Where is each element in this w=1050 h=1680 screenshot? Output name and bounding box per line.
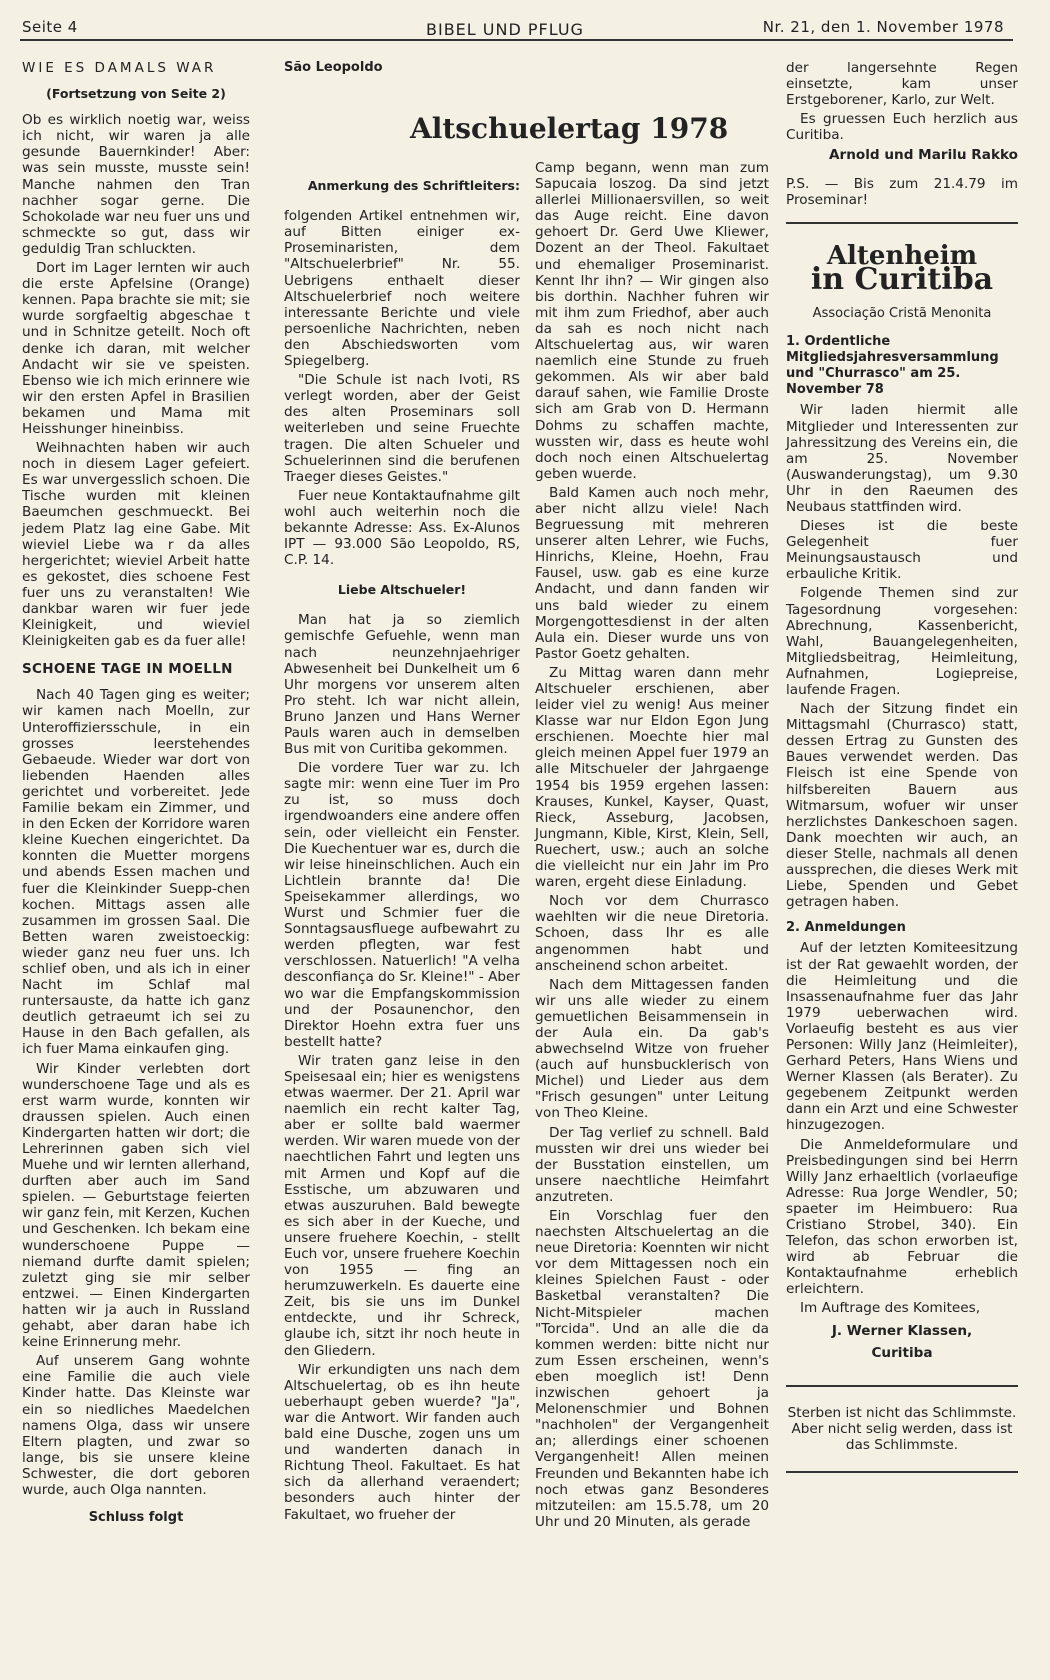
greeting-heading: Liebe Altschueler! (337, 582, 467, 598)
paragraph: Auf unserem Gang wohnte eine Familie die auch viele Kinder hatte. Das Kleinste war ein so niedliches Maedelchen namens Olga, dass wir unsere Eltern plagten, und zwar so lange, bis sie unsere kleine Schwester, die dort geboren wurde, auch Olga nannten. (22, 1353, 250, 1498)
paragraph: Zu Mittag waren dann mehr Altschueler erschienen, aber leider viel zu wenig! Aus meiner Klasse war nur Eldon Egon Jung erschienen. Moechte hier mal gleich meinen Appel fuer 1979 an alle Mitschueler der Jahrgaenge 1954 bis 1959 ergehen lassen: Krauses, Kunkel, Kayser, Quast, Rieck, Asseburg, Jacobsen, Jungmann, Kible, Kirst, Klein, Sell, Ruechert, usw.; auch an solche die vielleicht nur ein Jahr im Pro waren, ergeht diese Einladung. (535, 664, 769, 891)
paragraph: Auf der letzten Komiteesitzung ist der Rat gewaehlt worden, der die Heimleitung und die Insassenaufnahme fuer das Jahr 1979 ueberwachen wird. Vorlaeufig besteht es aus vier Personen: Willy Janz (Heimleiter), Gerhard Peters, Hans Wiens und Werner Klassen (als Berater). Zu gegebenem Zeitpunkt werden dann ein Arzt und eine Schwester hinzugezogen. (786, 940, 1018, 1134)
paragraph: Es gruessen Euch herzlich aus Curitiba. (786, 111, 1018, 144)
paragraph: Dieses ist die beste Gelegenheit fuer Meinungsaustausch und erbauliche Kritik. (786, 518, 1018, 583)
editor-note-heading: Anmerkung des Schriftleiters: (307, 178, 520, 194)
divider (786, 222, 1018, 224)
paragraph: Nach 40 Tagen ging es weiter; wir kamen nach Moelln, zur Unteroffiziersschule, in ein grosses leerstehendes Gebaeude. Wieder war dort von liebenden Haenden alles gerichtet und vorbereitet. Jede Familie bekam ein Zimmer, und in den Ecken der Korridore waren kleine Kuechen eingerichtet. Da konnten die Muetter morgens und abends Essen machen und fuer die Kleinkinder Suepp-chen kochen. Mittags assen alle zusammen im grossen Saal. Die Betten waren zweistoeckig: wieder ganz neu fuer uns. Ich schlief oben, und als ich in einer Nacht im Schlaf mal runtersauste, da hatte ich ganz deutlich getraeumt ich sei zu Hause in den Bach gefallen, als ich fuer Mama einkaufen ging. (22, 687, 250, 1058)
column-3 (535, 160, 769, 1533)
page-number: Seite 4 (22, 18, 78, 36)
column-1 (22, 60, 250, 1526)
dateline: São Leopoldo (284, 60, 383, 75)
paragraph: Man hat ja so ziemlich gemischfe Gefuehle, wenn man nach neunzehnjaehriger Abwesenheit bei Dunkelheit um 6 Uhr morgens vor unserem alten Pro steht. Ich war nicht allein, Bruno Janzen und Hans Werner Pauls waren auch in demselben Bus mit von Curitiba gekommen. (284, 612, 520, 758)
paragraph: Weihnachten haben wir auch noch in diesem Lager gefeiert. Es war unvergesslich schoen. Die Tische wurden mit kleinen Baeumchen geschmueckt. Bei jedem Platz lag eine Gabe. Mit wieviel Liebe wa r da alles hergerichtet; wieviel Arbeit hatte es gekostet, dies schoene Fest fuer uns zu veranstalten! Wie dankbar waren wir fuer jede Kleinigkeit, und wieviel Kleinigkeiten gab es da fuer alle! (22, 440, 250, 650)
paragraph: Wir laden hiermit alle Mitglieder und Interessenten zur Jahressitzung des Vereins ein, die am 25. November (Auswanderungstag), um 9.30 Uhr in den Raeumen des Neubaus stattfinden wird. (786, 402, 1018, 515)
paragraph: Die vordere Tuer war zu. Ich sagte mir: wenn eine Tuer im Pro zu ist, so muss doch irgendwoanders eine andere offen sein, oder vielleicht ein Fenster. Die Kuechentuer war es, durch die wir leise hineinschlichen. Auch ein Lichtlein brannte da! Die Speisekammer allerdings, wo Wurst und Schmier fuer die Sonntagsausfluege aufbewahrt zu werden pflegten, war fest verschlossen. Natuerlich! "A velha desconfiança do Sr. Kleine!" - Aber wo war die Empfangskommission und der Posaunenchor, den Direktor Hoehn extra fuer uns bestellt hatte? (284, 760, 520, 1050)
agenda-heading-2: 2. Anmeldungen (786, 920, 906, 936)
paragraph: Der Tag verlief zu schnell. Bald mussten wir drei uns wieder bei der Busstation einstellen, um unsere naechtliche Heimfahrt anzutreten. (535, 1124, 769, 1205)
paragraph: folgenden Artikel entnehmen wir, auf Bitten einiger ex-Proseminaristen, dem "Altschuelerbrief" Nr. 55. Uebrigens enthaelt dieser Altschuelerbrief noch weitere interessante Berichte und viele persoenliche Nachrichten, neben den Abschiedsworten vom Spiegelberg. (284, 208, 520, 370)
paragraph: "Die Schule ist nach Ivoti, RS verlegt worden, aber der Geist des alten Proseminars soll weiterleben und seine Fruechte tragen. Die alten Schueler und Schuelerinnen sind die berufenen Traeger dieses Geistes." (284, 372, 520, 485)
issue-date: Nr. 21, den 1. November 1978 (762, 18, 1004, 36)
paragraph: Dort im Lager lernten wir auch die erste Apfelsine (Orange) kennen. Papa brachte sie mit; sie wurde sorgfaeltig abgeschae t und in Schnitze geteilt. Noch oft denke ich daran, mit welcher Andacht wir sie ve speisten. Ebenso wie ich mich erinnere wie wir den ersten Apfel in Brasilien bekamen und Mama mit Heisshunger hineinbiss. (22, 260, 250, 437)
divider (786, 1385, 1018, 1387)
paragraph: Noch vor dem Churrasco waehlten wir die neue Diretoria. Schoen, dass Ihr es alle angenommen habt und anscheinend schon arbeitet. (535, 893, 769, 974)
paragraph: Nach der Sitzung findet ein Mittagsmahl (Churrasco) statt, dessen Ertrag zu Gunsten des Baues verwendet werden. Das Fleisch ist eine Spende von hilfsbereiten Bauern aus Witmarsum, wofuer wir unser herzlichstes Dankeschoen sagen. Dank moechten wir auch, an dieser Stelle, nachmals all denen aussprechen, die dieses Werk mit Liebe, Spenden und Gebet getragen haben. (786, 701, 1018, 911)
section-heading: SCHOENE TAGE IN MOELLN (22, 661, 233, 678)
feature-title: Altschuelertag 1978 (410, 112, 729, 145)
paragraph: Ein Vorschlag fuer den naechsten Altschuelertag an die neue Diretoria: Koennten wir nicht vor dem Mittagessen noch ein kleines Spielchen Faust - oder Basketbal veranstalten? Die Nicht-Mitspieler machen "Torcida". Und an alle die da kommen werden: bitte nicht nur zum Essen erscheinen, wenn's eben moeglich ist! Denn inzwischen gehoert ja Melonenschmier und Bohnen "nachholen" der Vergangenheit an; allerdings einer schoenen Vergangenheit! Allen meinen Freunden und Bekannten habe ich noch etwas ganz Besonderes mitzuteilen: am 15.5.78, um 20 Uhr und 20 Minuten, als gerade (535, 1208, 769, 1530)
paragraph: Wir traten ganz leise in den Speisesaal ein; hier es wenigstens etwas waermer. Der 21. April war naemlich ein recht kalter Tag, aber er sollte bald waermer werden. Wir waren muede von der naechtlichen Fahrt und legten uns mit Armen und Kopf auf die Esstische, um abzuwaren und etwas auszuruhen. Bald bewegte es sich aber in der Kueche, und unsere fruehere Koechin, - stellt Euch vor, unsere fruehere Koechin von 1955 — fing an herumzuwerkeln. Es dauerte eine Zeit, bis sie uns im Dunkel entdeckte, und ihr Schreck, glaube ich, sitzt ihr noch heute in den Gliedern. (284, 1052, 520, 1359)
paragraph: Die Anmeldeformulare und Preisbedingungen sind bei Herrn Willy Janz erhaeltlich (vorlaeufige Adresse: Rua Jorge Wendler, 50; spaeter im Heimbuero: Rua Cristiano Strobel, 340). Ein Telefon, das schon erworben ist, wird ab Februar die Kontaktaufnahme erheblich erleichtern. (786, 1136, 1018, 1298)
paragraph: der langersehnte Regen einsetzte, kam unser Erstgeborener, Karlo, zur Welt. (786, 60, 1018, 109)
signatory-place: Curitiba (871, 1344, 933, 1361)
article-kicker: WIE ES DAMALS WAR (22, 60, 217, 76)
agenda-heading-1: 1. Ordentliche Mitgliedsjahresversammlung und "Churrasco" am 25. November 78 (786, 334, 999, 398)
continuation-note: (Fortsetzung von Seite 2) (46, 86, 226, 102)
paragraph: Wir Kinder verlebten dort wunderschoene Tage und als es erst warm wurde, konnten wir draussen spielen. Auch einen Kindergarten hatten wir dort; die Lehrerinnen gaben sich viel Muehe und wir lernten allerhand, durften aber auch im Sand spielen. — Geburtstage feierten wir ganz fein, mit Kerzen, Kuchen und Geschenken. Ich bekam eine wunderschoene Puppe — niemand durfte damit spielen; zuletzt ging sie mir selber entzwei. — Einen Kindergarten hatten wir ja auch in Russland gehabt, aber daran habe ich keine Erinnerung mehr. (22, 1060, 250, 1351)
header-rule (20, 39, 1013, 41)
association-name: Associação Cristã Menonita (812, 305, 992, 321)
paragraph: Folgende Themen sind zur Tagesordnung vorgesehen: Abrechnung, Kassenbericht, Wahl, Bauangelegenheiten, Mitgliedsbeitrag, Heimleitung, Aufnahmen, Logiepreise, laufende Fragen. (786, 585, 1018, 698)
postscript: P.S. — Bis zum 21.4.79 im Proseminar! (786, 175, 1018, 208)
paragraph: Ob es wirklich noetig war, weiss ich nicht, wir waren ja alle gesunde Bauernkinder! Aber: was sein musste, musste sein! Manche nahmen den Tran nachher sogar gerne. Die Schokolade war neu fuer uns und schmeckte so gut, dass wir geduldig Tran schluckten. (22, 112, 250, 257)
paragraph: Bald Kamen auch noch mehr, aber nicht allzu viele! Nach Begruessung mit mehreren unserer alten Lehrer, wie Fuchs, Hinrichs, Kleine, Hoehn, Frau Fausel, usw. gab es eine kurze Andacht, und dann fanden wir uns bald wieder zu einem Morgengottesdienst in der alten Aula ein. Dieser wurde uns von Pastor Goetz gehalten. (535, 484, 769, 662)
masthead-title: BIBEL UND PFLUG (426, 20, 584, 39)
altenheim-title-1: Altenheim (826, 240, 978, 271)
column-4 (786, 60, 1018, 1491)
quote-text: Sterben ist nicht das Schlimmste. Aber nicht selig werden, dass ist das Schlimmste. (787, 1404, 1017, 1453)
signatory-name: J. Werner Klassen, (831, 1322, 973, 1339)
paragraph: Nach dem Mittagessen fanden wir uns alle wieder zu einem gemuetlichen Beisammensein in der Aula ein. Da gab's abwechselnd Witze von frueher (auch auf hunsbucklerisch von Michel) und Lieder aus dem "Frisch gesungen" unter Leitung von Theo Kleine. (535, 976, 769, 1122)
altenheim-title-2: in Curitiba (810, 261, 994, 297)
divider (786, 1471, 1018, 1473)
closing-note: Schluss folgt (88, 1510, 184, 1526)
paragraph: Fuer neue Kontaktaufnahme gilt wohl auch weiterhin noch die bekannte Adresse: Ass. Ex-Alunos IPT — 93.000 São Leopoldo, RS, C.P. 14. (284, 487, 520, 569)
column-2 (284, 60, 520, 1526)
paragraph: Im Auftrage des Komitees, (800, 1300, 981, 1317)
paragraph: Wir erkundigten uns nach dem Altschuelertag, ob es ihn heute ueberhaupt geben wuerde? "Ja", war die Antwort. Wir fanden auch bald eine Dusche, zogen uns um und wanderten danach in Richtung Theol. Fakultaet. Es hat sich da allerhand veraendert; besonders auch hinter der Fakultaet, wo frueher der (284, 1361, 520, 1523)
page-header (22, 16, 1022, 38)
title-spacer (284, 82, 520, 178)
paragraph: Camp begann, wenn man zum Sapucaia loszog. Da sind jetzt allerlei Millionaersvillen, so weit das Auge reicht. Eine davon gehoert Dr. Gerd Uwe Kliewer, Dozent an der Theol. Fakultaet und ehemaliger Proseminarist. Kennt Ihr ihn? — Wir gingen also bis dorthin. Nachher fuhren wir mit ihm zum Friedhof, aber auch da sah es noch nicht nach Altschuelertag aus, wir waren naemlich eine Stunde zu frueh gekommen. Als wir aber bald darauf sahen, wie Familie Droste sich am Grab von D. Hermann Dohms zu schaffen machte, wussten wir, dass es heute wohl doch noch einen Altschuelertag geben wuerde. (535, 160, 769, 482)
letter-signature: Arnold und Marilu Rakko (828, 147, 1018, 164)
